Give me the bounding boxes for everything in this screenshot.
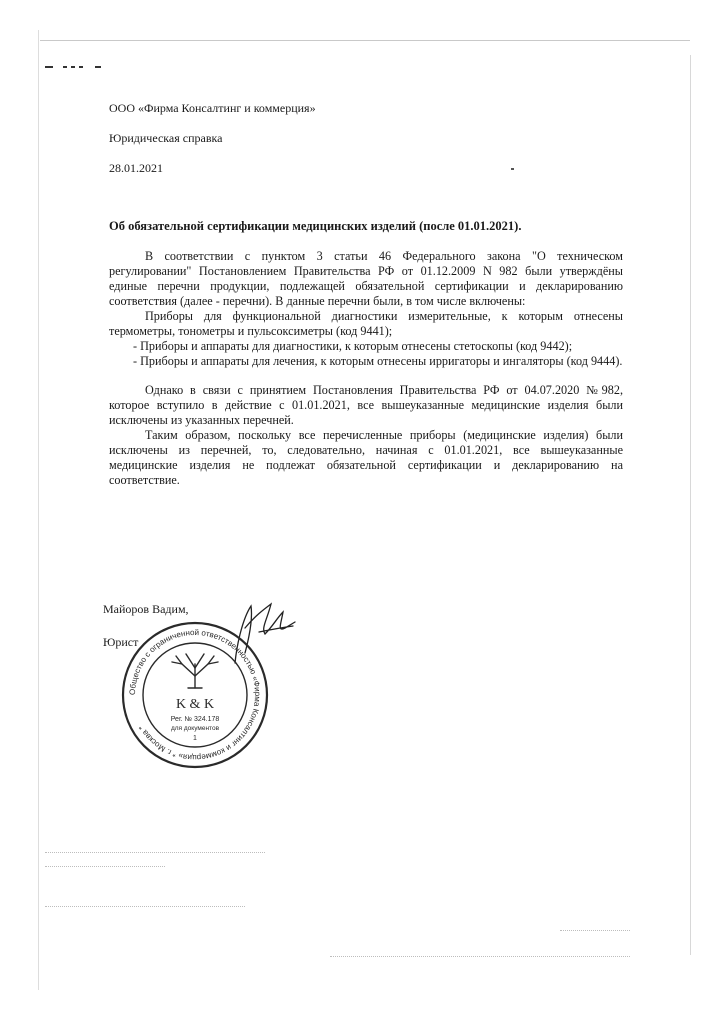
scan-speck xyxy=(511,168,514,170)
stamp-ring-text: Общество с ограниченной ответственностью «Фирма Консалтинг и коммерция» * г. Москва * xyxy=(127,627,263,763)
stamp-purpose: для документов xyxy=(170,725,220,732)
stamp-number: 1 xyxy=(193,735,197,742)
scan-noise-line xyxy=(45,866,165,868)
document-title: Об обязательной сертификации медицинских изделий (после 01.01.2021). xyxy=(109,219,522,233)
scan-edge-right xyxy=(690,55,691,955)
stamp-tree-icon xyxy=(172,654,218,688)
scan-edge-top xyxy=(40,40,690,41)
signer-position: Юрист xyxy=(103,635,139,649)
company-name: ООО «Фирма Консалтинг и коммерция» xyxy=(109,101,316,115)
stamp-center-text: K & K xyxy=(175,697,215,712)
paragraph-exclusion: Однако в связи с принятием Постановления Правительства РФ от 04.07.2020 №982, которое вступило в действие с 01.01.2021, все вышеуказанные медицинские изделия были исключены из указанных перечней. xyxy=(109,383,623,427)
list-item-9444: - Приборы и аппараты для лечения, к которым отнесены ирригаторы и ингаляторы (код 9444). xyxy=(133,354,623,368)
document-body xyxy=(109,249,623,488)
scan-noise-line xyxy=(45,852,265,854)
list-item-9442: - Приборы и аппараты для диагностики, к которым отнесены стетоскопы (код 9442); xyxy=(133,339,573,353)
company-stamp xyxy=(120,620,270,770)
scan-noise-line xyxy=(45,906,245,908)
signer-name: Майоров Вадим, xyxy=(103,602,189,616)
fax-header-marks xyxy=(45,60,115,70)
paragraph-intro: В соответствии с пунктом 3 статьи 46 Федерального закона "О техническом регулировании" Постановлением Правительства РФ от 01.12.2009 N 982 были утверждёны единые перечни продукции, подлежащей обязательной сертификации и декларированию соответствия (далее - перечни). В данные перечни были, в том числе включены: xyxy=(109,249,623,308)
scan-noise-line xyxy=(560,930,630,932)
document-type: Юридическая справка xyxy=(109,131,223,145)
paragraph-conclusion: Таким образом, поскольку все перечисленные приборы (медицинские изделия) были исключены из перечней, то, следовательно, начиная с 01.01.2021, все вышеуказанные медицинские изделия не подлежат обязательной сертификации и декларированию на соответствие. xyxy=(109,428,623,487)
stamp-reg-number: Рег. № 324.178 xyxy=(170,716,220,723)
list-item-9441: Приборы для функциональной диагностики измерительные, к которым отнесены термометры, тонометры и пульсоксиметры (код 9441); xyxy=(109,309,623,338)
document-date: 28.01.2021 xyxy=(109,161,163,175)
scan-edge-left xyxy=(38,30,39,990)
scan-noise-line xyxy=(330,956,630,958)
